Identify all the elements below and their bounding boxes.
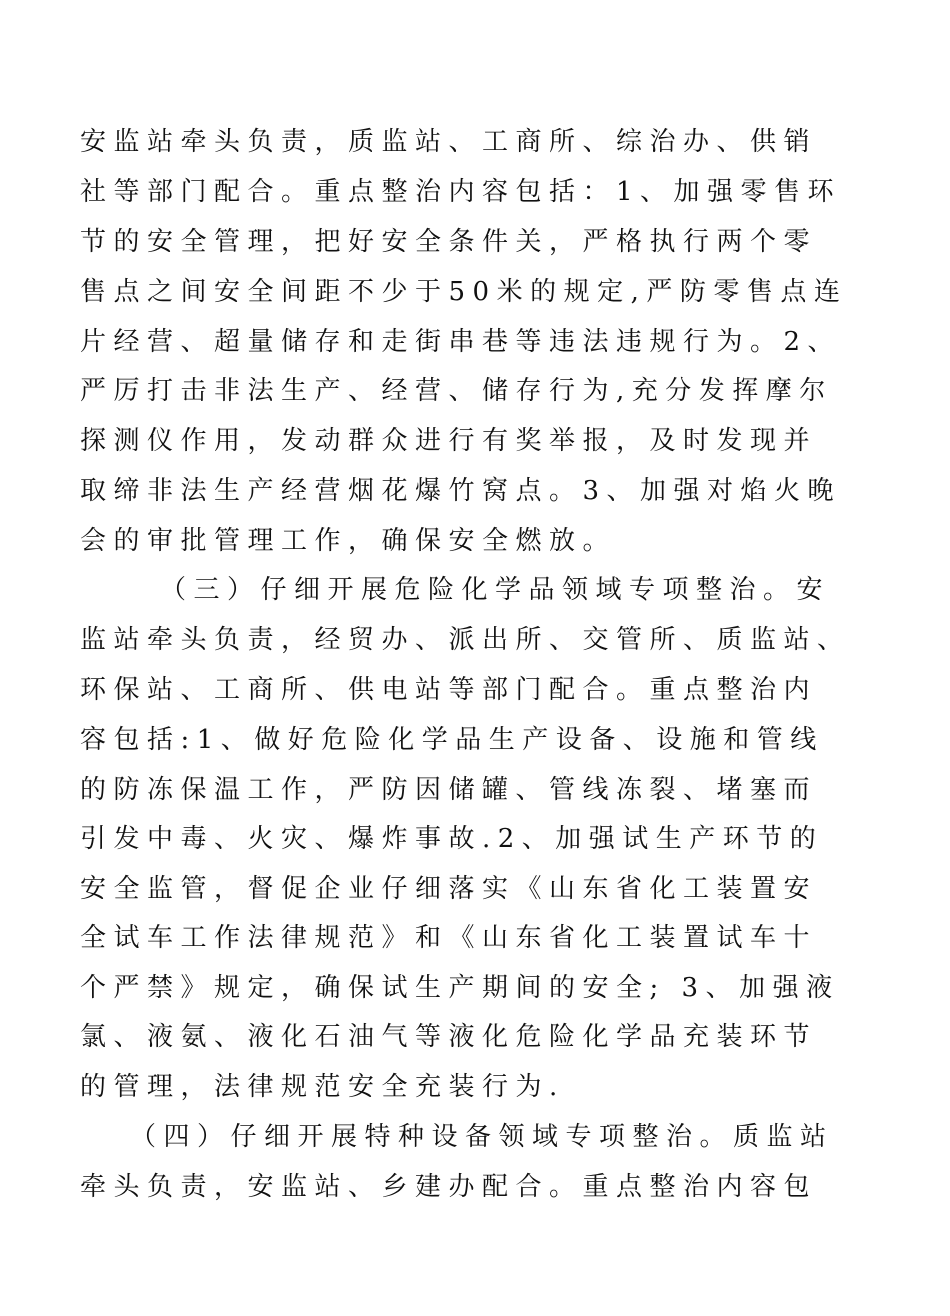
text-line: 引发中毒、火灾、爆炸事故.2、加强试生产环节的 [80,824,824,854]
text-line: 全试车工作法律规范》和《山东省化工装置试车十 [80,923,818,953]
section-heading-4: （四）仔细开展特种设备领域专项整治。质监站 [130,1122,834,1152]
text-line: 个严禁》规定，确保试生产期间的安全; 3、加强液 [80,973,840,1003]
text-line: 氯、液氨、液化石油气等液化危险化学品充装环节 [80,1022,818,1052]
text-line: 的防冻保温工作，严防因储罐、管线冻裂、堵塞而 [80,775,818,805]
text-line: 会的审批管理工作，确保安全燃放。 [80,526,617,556]
text-line: 监站牵头负责，经贸办、派出所、交管所、质监站、 [80,625,851,655]
section-heading-3: （三）仔细开展危险化学品领域专项整治。安 [160,575,831,605]
text-line: 容包括:1、做好危险化学品生产设备、设施和管线 [80,725,824,755]
text-line: 探测仪作用，发动群众进行有奖举报，及时发现并 [80,426,818,456]
text-line: 环保站、工商所、供电站等部门配合。重点整治内 [80,675,818,705]
text-line: 安监站牵头负责，质监站、工商所、综治办、供销 [80,127,818,157]
text-line: 取缔非法生产经营烟花爆竹窝点。3、加强对焰火晚 [80,476,842,506]
text-line: 安全监管，督促企业仔细落实《山东省化工装置安 [80,874,818,904]
text-line: 牵头负责，安监站、乡建办配合。重点整治内容包 [80,1172,818,1202]
text-line: 片经营、超量储存和走街串巷等违法违规行为。2、 [80,327,842,357]
text-line: 严厉打击非法生产、经营、储存行为,充分发挥摩尔 [80,376,833,406]
text-line: 的管理，法律规范安全充装行为. [80,1072,565,1102]
text-line: 社等部门配合。重点整治内容包括：1、加强零售环 [80,177,842,207]
text-line: 节的安全管理，把好安全条件关，严格执行两个零 [80,227,818,257]
text-line: 售点之间安全间距不少于50米的规定,严防零售点连 [80,277,848,307]
